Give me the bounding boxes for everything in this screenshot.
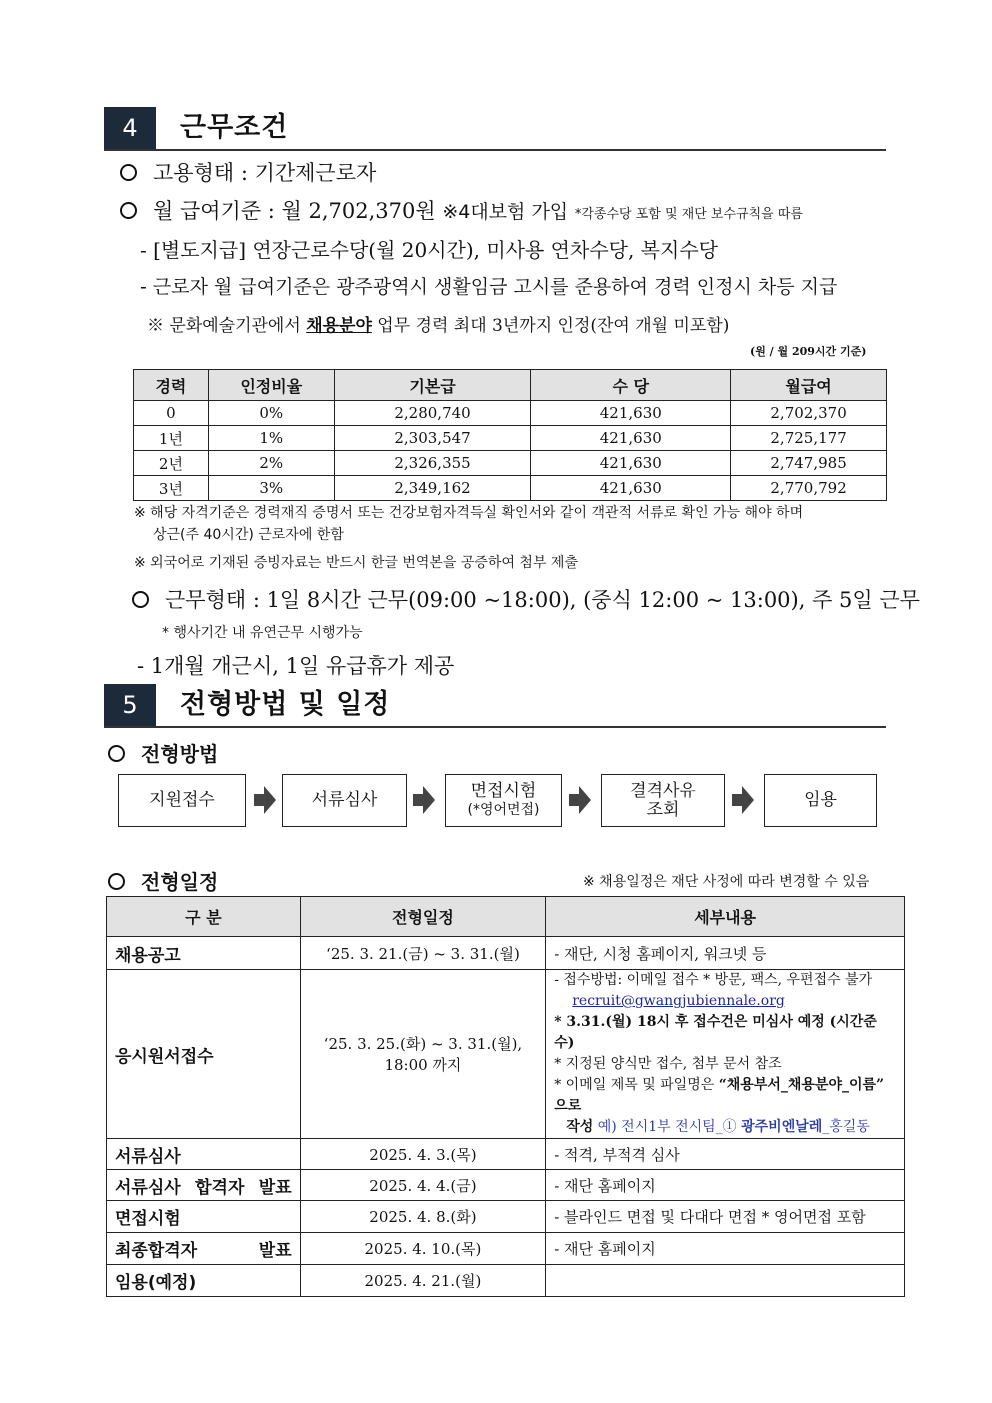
arrow-right-icon <box>254 786 276 814</box>
table-cell: 3% <box>208 476 334 501</box>
date-cell: 2025. 4. 8.(화) <box>300 1201 546 1233</box>
table-cell: 2,349,162 <box>334 476 531 501</box>
table-row <box>107 937 905 970</box>
flow-step-appointment: 임용 <box>764 774 877 827</box>
section-title: 근무조건 <box>180 112 289 143</box>
career-note-line: ※ 문화예술기관에서 채용분야 업무 경력 최대 3년까지 인정(잔여 개월 미포함) <box>147 316 730 336</box>
section-4-header <box>104 107 886 151</box>
separate-pay-line: - [별도지급] 연장근로수당(월 20시간), 미사용 연차수당, 복지수당 <box>140 238 718 262</box>
schedule-label: 전형일정 <box>108 866 218 895</box>
date-cell: ‘25. 3. 25.(화) ~ 3. 31.(월), 18:00 까지 <box>300 970 546 1139</box>
table-row <box>134 476 887 501</box>
header-cell: 구 분 <box>107 897 301 937</box>
header-cell: 경력 <box>134 370 209 401</box>
circle-bullet-icon <box>108 745 125 762</box>
circle-bullet-icon <box>120 202 137 219</box>
living-wage-line: - 근로자 월 급여기준은 광주광역시 생활임금 고시를 준용하여 경력 인정시 차등 지급 <box>140 276 838 298</box>
table-cell: 2,303,547 <box>334 426 531 451</box>
category-cell: 응시원서접수 <box>107 970 301 1139</box>
table-row <box>107 970 905 1139</box>
table-row <box>134 426 887 451</box>
table-row <box>134 451 887 476</box>
table-row <box>107 1201 905 1233</box>
table-row <box>107 1170 905 1201</box>
circle-bullet-icon <box>108 873 125 890</box>
table-cell: 2% <box>208 451 334 476</box>
schedule-table <box>106 896 905 1297</box>
header-cell: 인정비율 <box>208 370 334 401</box>
email-link[interactable]: recruit@gwangjubiennale.org <box>572 993 785 1009</box>
table-row <box>107 1265 905 1297</box>
header-cell: 수 당 <box>531 370 731 401</box>
section-title: 전형방법 및 일정 <box>180 689 391 720</box>
arrow-right-icon <box>413 786 435 814</box>
detail-cell: - 재단 홈페이지 <box>546 1170 905 1201</box>
employment-type-line: 고용형태 : 기간제근로자 <box>120 157 376 187</box>
category-cell: 면접시험 <box>107 1201 301 1233</box>
table-cell: 2,702,370 <box>731 401 887 426</box>
flow-step-apply: 지원접수 <box>118 774 246 827</box>
table-cell: 421,630 <box>531 401 731 426</box>
qualification-note-2: 상근(주 40시간) 근로자에 한함 <box>153 527 344 543</box>
date-cell: 2025. 4. 3.(목) <box>300 1139 546 1170</box>
career-note-emphasis: 채용분야 <box>306 316 372 336</box>
category-cell: 서류심사 합격자 발표 <box>107 1170 301 1201</box>
arrow-right-icon <box>732 786 754 814</box>
detail-cell: - 적격, 부적격 심사 <box>546 1139 905 1170</box>
table-cell: 2년 <box>134 451 209 476</box>
table-cell: 421,630 <box>531 451 731 476</box>
header-cell: 세부내용 <box>546 897 905 937</box>
flow-step-interview: 면접시험 (*영어면접) <box>445 774 562 827</box>
table-cell: 2,326,355 <box>334 451 531 476</box>
header-cell: 기본급 <box>334 370 531 401</box>
salary-line: 월 급여기준 : 월 2,702,370원 ※4대보험 가입 *각종수당 포함 및 재단 보수규칙을 따름 <box>120 195 803 225</box>
date-cell: 2025. 4. 21.(월) <box>300 1265 546 1297</box>
table-cell: 1년 <box>134 426 209 451</box>
category-cell: 서류심사 <box>107 1139 301 1170</box>
table-cell: 421,630 <box>531 426 731 451</box>
table-cell: 2,770,792 <box>731 476 887 501</box>
salary-note: *각종수당 포함 및 재단 보수규칙을 따름 <box>574 207 803 222</box>
table-cell: 2,747,985 <box>731 451 887 476</box>
table-cell: 3년 <box>134 476 209 501</box>
table-row <box>134 401 887 426</box>
table-cell: 1% <box>208 426 334 451</box>
section-number: 5 <box>104 684 156 726</box>
category-cell: 임용(예정) <box>107 1265 301 1297</box>
table-cell: 0 <box>134 401 209 426</box>
date-cell: 2025. 4. 10.(목) <box>300 1233 546 1265</box>
schedule-change-note: ※ 채용일정은 재단 사정에 따라 변경할 수 있음 <box>583 874 870 890</box>
work-type-line: 근무형태 : 1일 8시간 근무(09:00 ~18:00), (중식 12:00 ~ 13:00), 주 5일 근무 <box>132 584 920 614</box>
qualification-note-1: ※ 해당 자격기준은 경력재직 증명서 또는 건강보험자격득실 확인서와 같이 객관적 서류로 확인 가능 해야 하며 <box>134 505 804 521</box>
category-cell: 최종합격자 발표 <box>107 1233 301 1265</box>
table-row <box>107 1233 905 1265</box>
circle-bullet-icon <box>120 164 137 181</box>
detail-cell: - 접수방법: 이메일 접수 * 방문, 팩스, 우편접수 불가 recruit@gwangjubiennale.org * 3.31.(월) 18시 후 접수건은 미심사 예정 (시간준수) * 지정된 양식만 접수, 첨부 문서 참조 * 이메일 제목 및 파일명은 “채용부서_채용분야_이름” 으로 작성 예) 전시1부 전시팀_① 광주비엔날레_홍길동 <box>546 970 905 1139</box>
category-cell: 채용공고 <box>107 937 301 970</box>
detail-cell: - 재단, 시청 홈페이지, 워크넷 등 <box>546 937 905 970</box>
table-cell: 0% <box>208 401 334 426</box>
method-label: 전형방법 <box>108 738 218 767</box>
flow-step-document-review: 서류심사 <box>282 774 407 827</box>
pay-table-header <box>134 370 887 401</box>
detail-cell <box>546 1265 905 1297</box>
table-row <box>107 1139 905 1170</box>
date-cell: 2025. 4. 4.(금) <box>300 1170 546 1201</box>
header-cell: 전형일정 <box>300 897 546 937</box>
table-cell: 421,630 <box>531 476 731 501</box>
table-cell: 2,725,177 <box>731 426 887 451</box>
flow-step-disqualification-check: 결격사유 조회 <box>601 774 725 827</box>
section-number: 4 <box>104 107 156 149</box>
header-cell: 월급여 <box>731 370 887 401</box>
arrow-right-icon <box>569 786 591 814</box>
foreign-doc-note: ※ 외국어로 기재된 증빙자료는 반드시 한글 번역본을 공증하여 첨부 제출 <box>134 555 578 571</box>
paid-leave-line: - 1개월 개근시, 1일 유급휴가 제공 <box>137 654 455 678</box>
date-cell: ‘25. 3. 21.(금) ~ 3. 31.(월) <box>300 937 546 970</box>
schedule-header <box>107 897 905 937</box>
pay-table <box>133 369 887 501</box>
insurance-text: ※4대보험 가입 <box>442 201 569 223</box>
circle-bullet-icon <box>132 591 149 608</box>
section-5-header <box>104 684 886 728</box>
detail-cell: - 재단 홈페이지 <box>546 1233 905 1265</box>
flex-work-note: * 행사기간 내 유연근무 시행가능 <box>162 625 363 641</box>
detail-cell: - 블라인드 면접 및 다대다 면접 * 영어면접 포함 <box>546 1201 905 1233</box>
unit-note: (원 / 월 209시간 기준) <box>750 345 867 358</box>
table-cell: 2,280,740 <box>334 401 531 426</box>
